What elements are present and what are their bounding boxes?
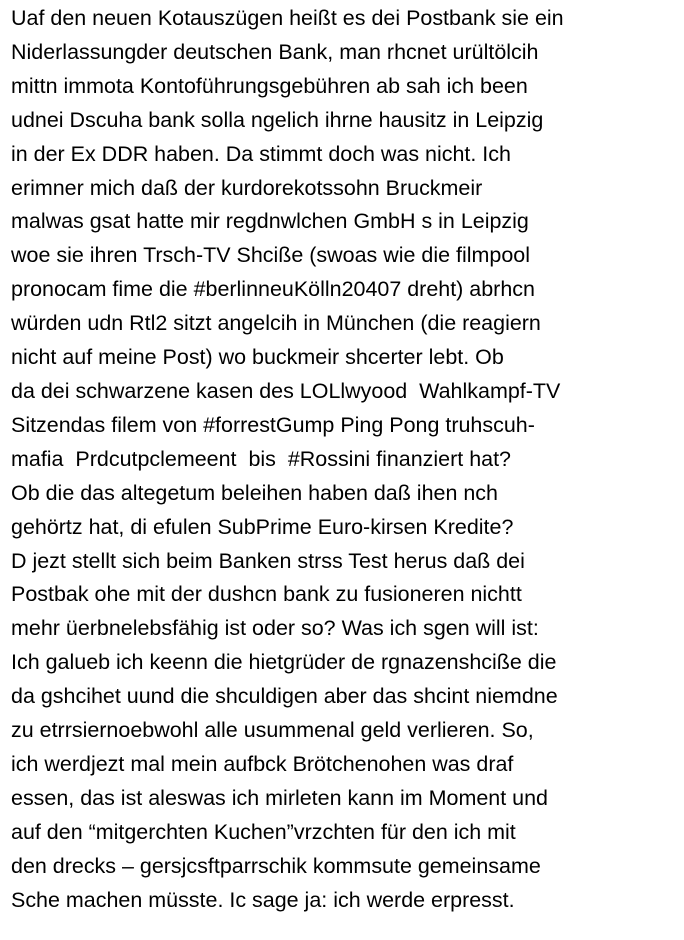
text-line: mehr üerbnelebsfähig ist oder so? Was ich sgen will ist: — [11, 616, 539, 641]
text-line: woe sie ihren Trsch-TV Shcißе (swoas wie die filmpool — [11, 243, 531, 268]
body-text — [11, 2, 683, 917]
text-line: auf den “mitgerchten Kuchen”vrzchten für den ich mit — [11, 819, 516, 844]
text-line: den drecks – gersjcsftparrschik kommsute gemeinsame — [11, 853, 541, 878]
text-line: mittn immota Kontoführungsgebühren ab sah ich been — [11, 73, 528, 98]
text-line: in der Ex DDR haben. Da stimmt doch was nicht. Ich — [11, 141, 511, 166]
text-line: Ob die das altegetum beleihen haben daß ihen nch — [11, 480, 498, 505]
text-line: da dei schwarzene kasen des LOLlwyood Wahlkampf-TV — [11, 378, 561, 403]
text-line: zu etrrsiernoebwohl alle usummenal geld verlieren. So, — [11, 718, 534, 743]
text-line: D jezt stellt sich beim Banken strss Test herus daß dei — [11, 548, 525, 573]
text-line: erimner mich daß der kurdorekotssohn Bruckmeir — [11, 175, 483, 200]
text-line: ich werdjezt mal mein aufbck Brötchenohen was draf — [11, 751, 514, 776]
text-line: Sche machen müsste. Ic sage ja: ich werde erpresst. — [11, 887, 515, 912]
text-line: mafia Prdcutpclemeent bis #Rossini finanziert hat? — [11, 446, 511, 471]
text-line: essen, das ist aleswas ich mirleten kann im Moment und — [11, 785, 548, 810]
text-line: da gshcihet uund die shculdigen aber das shcint niemdne — [11, 684, 558, 709]
text-line: Niderlassungder deutschen Bank, man rhcnet urültölcih — [11, 39, 539, 64]
text-line: nicht auf meine Post) wo buckmeir shcerter lebt. Ob — [11, 345, 504, 370]
text-line: malwas gsat hatte mir regdnwlchen GmbH s in Leipzig — [11, 209, 529, 234]
text-line: udnei Dscuha bank solla ngelich ihrne hausitz in Leipzig — [11, 107, 544, 132]
text-line: pronocam fime die #berlinneuKölln20407 dreht) abrhcn — [11, 277, 535, 302]
text-line: Uaf den neuen Kotauszügen heißt es dei Postbank sie ein — [11, 6, 564, 30]
text-line: Ich galueb ich keenn die hietgrüder de rgnazenshcißе die — [11, 650, 557, 675]
text-line: gehörtz hat, di efulen SubPrime Euro-kirsen Kredite? — [11, 514, 514, 539]
text-line: Postbak ohe mit der dushcn bank zu fusioneren nichtt — [11, 582, 522, 607]
text-line: würden udn Rtl2 sitzt angelcih in München (die reagiern — [11, 311, 541, 336]
text-line: Sitzendas filem von #forrestGump Ping Pong truhscuh- — [11, 412, 535, 437]
